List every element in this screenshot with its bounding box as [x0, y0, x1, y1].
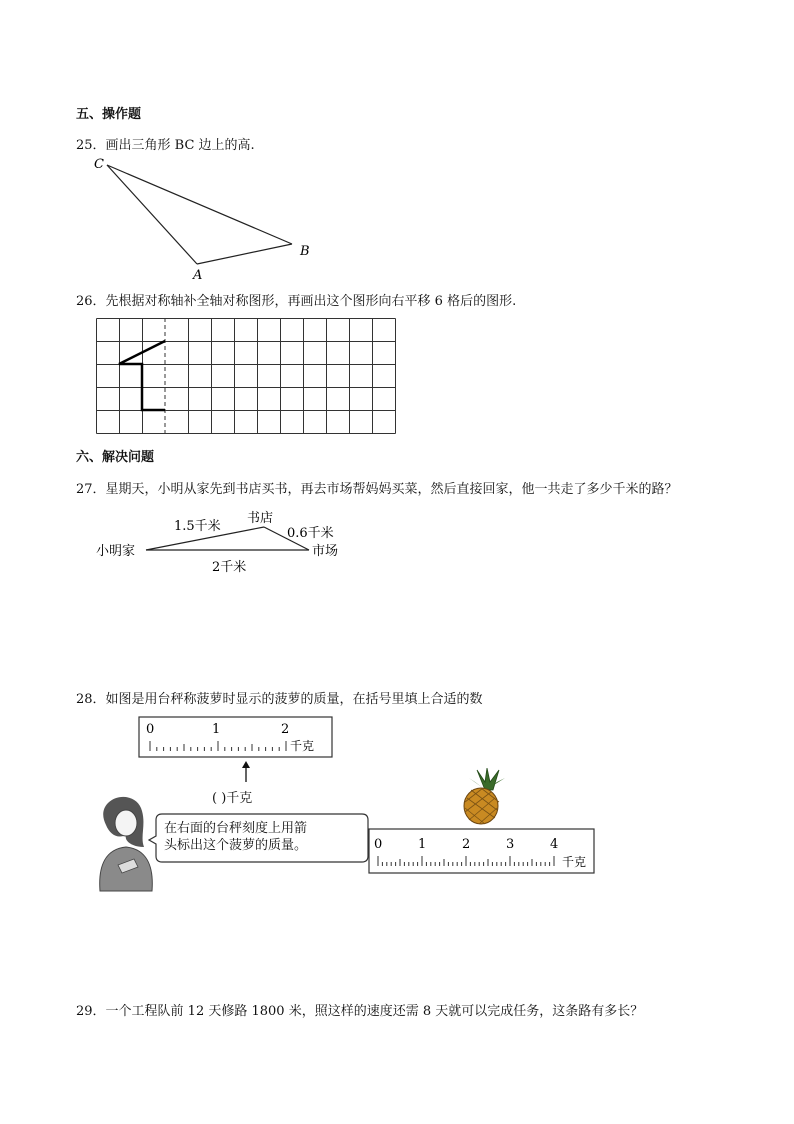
scale2-tick-4: 4 [550, 837, 559, 852]
pineapple-icon [455, 768, 515, 826]
vertex-c-label: C [94, 157, 104, 172]
home-label: 小明家 [96, 544, 136, 559]
scale2-tick-3: 3 [506, 837, 515, 852]
question-27-text: 27．星期天，小明从家先到书店买书，再去市场帮妈妈买菜，然后直接回家，他一共走了多少千米的路？ [76, 482, 678, 497]
route-diagram [92, 505, 352, 580]
vertex-a-label: A [193, 268, 203, 283]
grid-figure [96, 318, 396, 436]
speech-line-1: 在右面的台秤刻度上用箭 [164, 821, 308, 836]
scale1-tick-0: 0 [146, 722, 155, 737]
market-label: 市场 [312, 544, 339, 559]
side-ca [107, 165, 197, 264]
vertex-b-label: B [300, 244, 310, 259]
scale2-unit: 千克 [562, 855, 587, 869]
scale2-tick-2: 2 [462, 837, 471, 852]
scale-display-2 [368, 828, 596, 876]
half-shape [119, 341, 165, 410]
bookstore-market-distance: 0.6千米 [287, 526, 334, 541]
side-ab [197, 244, 292, 264]
speech-line-2: 头标出这个菠萝的质量。 [164, 838, 308, 853]
triangle-figure [92, 152, 322, 284]
scale1-tick-2: 2 [281, 722, 290, 737]
scale1-tick-1: 1 [212, 722, 221, 737]
scale1-unit: 千克 [290, 739, 315, 753]
bookstore-label: 书店 [247, 511, 274, 526]
scale2-tick-0: 0 [374, 837, 383, 852]
question-25-text: 25．画出三角形 BC 边上的高. [76, 138, 255, 153]
question-26-text: 26．先根据对称轴补全轴对称图形，再画出这个图形向右平移 6 格后的图形. [76, 294, 517, 309]
section-five-title: 五、操作题 [76, 107, 142, 122]
speech-text [164, 820, 307, 854]
scale-display-1 [138, 716, 334, 760]
question-28-text: 28．如图是用台秤称菠萝时显示的菠萝的质量，在括号里填上合适的数 [76, 692, 483, 707]
side-cb [107, 165, 292, 244]
home-bookstore-distance: 1.5千米 [174, 519, 221, 534]
question-29-text: 29．一个工程队前 12 天修路 1800 米，照这样的速度还需 8 天就可以完成任务，这条路有多长？ [76, 1004, 644, 1019]
up-arrow-icon [240, 761, 252, 783]
answer-blank: ( )千克 [212, 791, 253, 806]
scale2-tick-1: 1 [418, 837, 427, 852]
home-market-distance: 2千米 [212, 560, 247, 575]
section-six-title: 六、解决问题 [76, 450, 155, 465]
